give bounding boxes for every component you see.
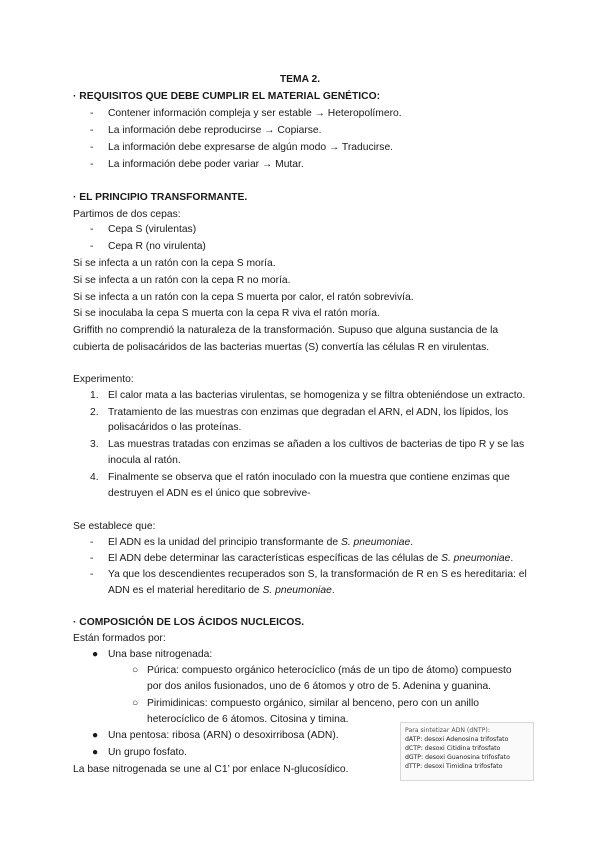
list-item: Las muestras tratadas con enzimas se añaden a los cultivos de bacterias de tipo R y se las: [108, 439, 525, 450]
bullet-dot: ●: [92, 730, 99, 741]
text-span: .: [510, 553, 514, 564]
bullet-dot: ●: [92, 649, 99, 660]
list-item: La información debe reproducirse → Copiarse.: [108, 125, 322, 136]
dash-bullet: -: [90, 569, 94, 580]
list-item: Finalmente se observa que el ratón inoculado con la muestra que contiene enzimas que: [108, 472, 510, 483]
paragraph-line: Griffith no comprendió la naturaleza de la transformación. Supuso que alguna sustancia de la: [73, 325, 499, 336]
bullet-dot: ●: [92, 747, 99, 758]
species-name: S. pneumoniae: [262, 585, 332, 596]
text-span: .: [331, 585, 335, 596]
text-span: ADN es el material hereditario de: [108, 585, 263, 596]
sub-list-item-continuation: por dos anilos fusionados, uno de 6 átomos y otro de 5. Adenina y guanina.: [147, 681, 492, 692]
list-item: Un grupo fosfato.: [108, 747, 187, 758]
paragraph-line: cubierta de polisacáridos de las bacterias muertas (S) convertía las células R en virulentas.: [73, 342, 490, 353]
dash-bullet: -: [90, 108, 94, 119]
paragraph-line: Partimos de dos cepas:: [73, 209, 181, 220]
list-number: 2.: [90, 407, 99, 418]
text-span: .: [410, 537, 414, 548]
paragraph-line: Si se infecta a un ratón con la cepa R no moría.: [73, 275, 291, 286]
dntp-note-image: [400, 722, 534, 781]
paragraph-line: Si se infecta a un ratón con la cepa S moría.: [73, 258, 276, 269]
list-item: Tratamiento de las muestras con enzimas que degradan el ARN, el ADN, los lípidos, los: [108, 407, 509, 418]
bullet-circle: ○: [132, 698, 139, 709]
text-span: El ADN debe determinar las características específicas de las células de: [108, 553, 442, 564]
paragraph-line: Si se infecta a un ratón con la cepa S muerta por calor, el ratón sobrevivía.: [73, 292, 414, 303]
list-number: 3.: [90, 439, 99, 450]
text-span: Ya que los descendientes recuperados son S, la transformación de R en S es hereditaria: el: [108, 569, 527, 580]
species-name: S. pneumoniae: [340, 537, 411, 548]
note-line: dTTP: desoxi Timidina trifosfato: [405, 763, 503, 770]
paragraph-line: Están formados por:: [73, 633, 166, 644]
dash-bullet: -: [90, 224, 94, 235]
note-line: dCTP: desoxi Citidina trifosfato: [405, 745, 501, 752]
page-title: TEMA 2.: [279, 74, 321, 85]
sub-list-item: Pirimidinicas: compuesto orgánico, similar al benceno, pero con un anillo: [147, 698, 479, 709]
list-number: 1.: [90, 390, 99, 401]
paragraph-line: Si se inoculaba la cepa S muerta con la cepa R viva el ratón moría.: [73, 308, 380, 319]
list-item: La información debe poder variar → Mutar.: [108, 159, 304, 170]
establish-label: Se establece que:: [73, 521, 156, 532]
list-item-continuation: destruyen el ADN es el único que sobrevive-: [108, 488, 311, 499]
list-number: 4.: [90, 472, 99, 483]
list-item-continuation: [108, 584, 335, 598]
paragraph-line: La base nitrogenada se une al C1’ por enlace N-glucosídico.: [73, 764, 349, 775]
list-item: [108, 568, 527, 582]
section-heading-principio: · EL PRINCIPIO TRANSFORMANTE.: [73, 192, 248, 203]
bullet-circle: ○: [132, 665, 139, 676]
text-span: El ADN es la unidad del principio transformante de: [108, 537, 341, 548]
list-item: Contener información compleja y ser estable → Heteropolímero.: [108, 108, 402, 119]
list-item: La información debe expresarse de algún modo → Traducirse.: [108, 142, 394, 153]
sub-list-item: Púrica: compuesto orgánico heterocíclico (más de un tipo de átomo) compuesto: [147, 665, 512, 676]
sub-list-item-continuation: heterocíclico de 6 átomos. Citosina y timina.: [147, 714, 349, 725]
list-item: Cepa S (virulentas): [108, 224, 197, 235]
list-item: Una base nitrogenada:: [108, 649, 213, 660]
species-name: S. pneumoniae: [441, 553, 511, 564]
list-item: Cepa R (no virulenta): [108, 241, 206, 252]
experiment-label: Experimento:: [73, 374, 134, 385]
list-item: Una pentosa: ribosa (ARN) o desoxirribosa (ADN).: [108, 730, 339, 741]
list-item: El calor mata a las bacterias virulentas, se homogeniza y se filtra obteniéndose un extracto.: [108, 390, 526, 401]
dash-bullet: -: [90, 125, 94, 136]
note-line: Para sintetizar ADN (dNTP):: [405, 727, 490, 734]
note-line: dGTP: desoxi Guanosina trifosfato: [405, 754, 510, 761]
note-line: dATP: desoxi Adenosina trifosfato: [405, 736, 509, 743]
list-item: [108, 552, 513, 566]
dash-bullet: -: [90, 241, 94, 252]
list-item: [108, 536, 413, 550]
dash-bullet: -: [90, 159, 94, 170]
section-heading-requisitos: · REQUISITOS QUE DEBE CUMPLIR EL MATERIAL GENÉTICO:: [73, 91, 381, 102]
list-item-continuation: inocula al ratón.: [108, 455, 181, 466]
list-item-continuation: polisacáridos o las proteínas.: [108, 422, 242, 433]
dash-bullet: -: [90, 553, 94, 564]
dash-bullet: -: [90, 537, 94, 548]
section-heading-composicion: · COMPOSICIÓN DE LOS ÁCIDOS NUCLEICOS.: [73, 617, 305, 628]
dash-bullet: -: [90, 142, 94, 153]
